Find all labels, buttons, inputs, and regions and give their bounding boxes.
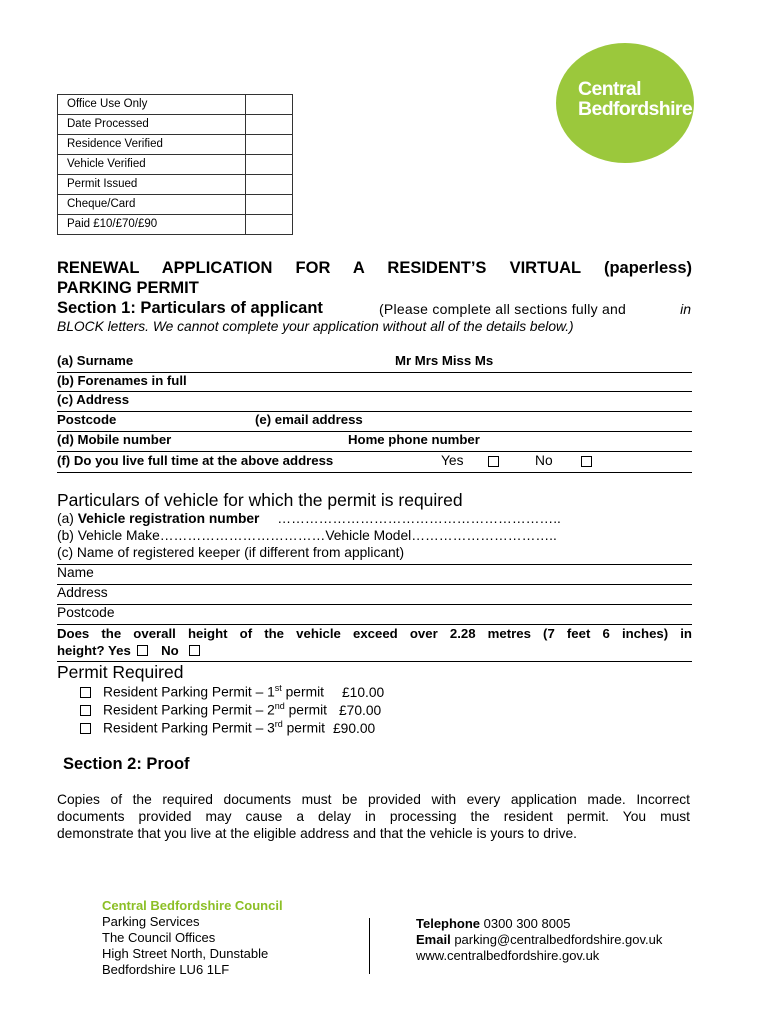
- office-row-label: Paid £10/£70/£90: [58, 215, 246, 235]
- permit-3-label: Resident Parking Permit – 3: [103, 720, 275, 736]
- form-title-line-2: PARKING PERMIT: [57, 279, 199, 297]
- permit-3-ordinal: rd: [274, 719, 283, 729]
- email-label-footer: Email: [416, 932, 451, 947]
- postcode-email-row[interactable]: [57, 411, 692, 432]
- permit-3-suffix: permit: [282, 720, 325, 736]
- vehicle-reg-line[interactable]: [57, 511, 561, 526]
- footer-website[interactable]: www.centralbedfordshire.gov.uk: [416, 948, 600, 963]
- office-row-value: [246, 95, 293, 115]
- height-no-checkbox[interactable]: [189, 645, 200, 656]
- yes-checkbox[interactable]: [488, 456, 499, 467]
- permit-1-price: £10.00: [341, 684, 385, 700]
- permit-2-checkbox[interactable]: [80, 705, 91, 716]
- permit-option-3[interactable]: [80, 719, 375, 736]
- permit-heading: Permit Required: [57, 662, 184, 682]
- office-row-label: Date Processed: [58, 115, 246, 135]
- footer-address-line: Bedfordshire LU6 1LF: [102, 962, 230, 977]
- vehicle-reg-dots: ……………………………………………………..: [277, 511, 561, 526]
- permit-2-price: £70.00: [338, 702, 382, 718]
- height-no-label: No: [161, 643, 179, 658]
- office-row-label: Vehicle Verified: [58, 155, 246, 175]
- permit-1-suffix: permit: [281, 684, 324, 700]
- permit-option-2[interactable]: [80, 701, 381, 718]
- forenames-label: (b) Forenames in full: [57, 373, 187, 388]
- footer-address-line: Parking Services: [102, 914, 200, 929]
- office-row-value: [246, 175, 293, 195]
- footer-address-block: [102, 898, 283, 978]
- office-row-label: Cheque/Card: [58, 195, 246, 215]
- address-label: (c) Address: [57, 392, 130, 407]
- logo-line-2: Bedfordshire: [578, 98, 693, 120]
- permit-2-ordinal: nd: [274, 701, 285, 711]
- keeper-postcode-label: Postcode: [57, 605, 115, 620]
- phone-row[interactable]: [57, 431, 692, 452]
- height-yes-checkbox[interactable]: [137, 645, 148, 656]
- full-time-row: [57, 452, 692, 473]
- office-row-value: [246, 135, 293, 155]
- surname-row[interactable]: [57, 352, 692, 373]
- telephone-label: Telephone: [416, 916, 481, 931]
- footer-address-line: High Street North, Dunstable: [102, 946, 269, 961]
- height-question-line-1: Does the overall height of the vehicle exceed over 2.28 metres (7 feet 6 inches) in: [57, 626, 692, 641]
- no-checkbox[interactable]: [581, 456, 592, 467]
- registered-keeper-line: (c) Name of registered keeper (if different from applicant): [57, 545, 692, 565]
- permit-2-suffix: permit: [284, 702, 327, 718]
- form-title-line-1: RENEWAL APPLICATION FOR A RESIDENT’S VIRTUAL (paperless): [57, 259, 692, 277]
- section-1-heading: Section 1: Particulars of applicant: [57, 299, 323, 317]
- full-time-label: (f) Do you live full time at the above address: [57, 453, 334, 468]
- permit-2-label: Resident Parking Permit – 2: [103, 702, 275, 718]
- section-2-line-1: Copies of the required documents must be provided with every application made. Incorrect: [57, 792, 690, 807]
- title-options: Mr Mrs Miss Ms: [395, 353, 494, 368]
- height-question: [57, 624, 692, 662]
- office-row-label: Permit Issued: [58, 175, 246, 195]
- address-row[interactable]: [57, 391, 692, 412]
- office-row-value: [246, 115, 293, 135]
- section-1-note-2: BLOCK letters. We cannot complete your application without all of the details below.): [57, 319, 574, 334]
- no-label: No: [535, 453, 553, 468]
- vehicle-reg-label: Vehicle registration number: [77, 511, 260, 526]
- keeper-address-row[interactable]: [57, 584, 692, 605]
- section-2-heading: Section 2: Proof: [63, 755, 190, 773]
- yes-label: Yes: [441, 453, 464, 468]
- permit-option-1[interactable]: [80, 683, 384, 700]
- telephone-number: 0300 300 8005: [483, 916, 571, 931]
- keeper-address-label: Address: [57, 585, 108, 600]
- footer-org-name: Central Bedfordshire Council: [102, 898, 283, 913]
- permit-1-ordinal: st: [274, 683, 282, 693]
- office-row-label: Residence Verified: [58, 135, 246, 155]
- section-1-note-in: in: [680, 301, 691, 317]
- section-1-note: (Please complete all sections fully and: [379, 301, 627, 317]
- mobile-label: (d) Mobile number: [57, 432, 172, 447]
- office-row-value: [246, 215, 293, 235]
- keeper-postcode-row[interactable]: [57, 604, 692, 625]
- office-row-value: [246, 195, 293, 215]
- office-row-value: [246, 155, 293, 175]
- email-label: (e) email address: [255, 412, 363, 427]
- home-phone-label: Home phone number: [348, 432, 480, 447]
- height-yes-label: height? Yes: [57, 643, 131, 658]
- vehicle-heading: Particulars of vehicle for which the permit is required: [57, 490, 463, 510]
- keeper-name-row[interactable]: [57, 564, 692, 585]
- keeper-name-label: Name: [57, 565, 94, 580]
- vehicle-make-model-line[interactable]: (b) Vehicle Make………………………………Vehicle Model…………………………..: [57, 528, 557, 543]
- section-2-text: [57, 791, 690, 842]
- section-2-line-3: demonstrate that you live at the eligible address and that the vehicle is yours to drive.: [57, 826, 577, 841]
- office-use-table: [57, 94, 293, 235]
- footer-email[interactable]: parking@centralbedfordshire.gov.uk: [454, 932, 663, 947]
- permit-3-price: £90.00: [332, 720, 376, 736]
- office-row-label: Office Use Only: [58, 95, 246, 115]
- logo-line-1: Central: [578, 78, 641, 100]
- footer-divider: [369, 918, 370, 974]
- footer-address-line: The Council Offices: [102, 930, 216, 945]
- forenames-row[interactable]: [57, 372, 692, 392]
- permit-1-checkbox[interactable]: [80, 687, 91, 698]
- permit-3-checkbox[interactable]: [80, 723, 91, 734]
- surname-label: (a) Surname: [57, 353, 134, 368]
- vehicle-reg-prefix: (a): [57, 511, 74, 526]
- section-2-line-2: documents provided may cause a delay in processing the resident permit. You must: [57, 809, 690, 824]
- postcode-label: Postcode: [57, 412, 117, 427]
- section-1-heading-row: [57, 299, 692, 319]
- central-bedfordshire-logo: [556, 43, 694, 163]
- footer-contact-block: [416, 916, 662, 964]
- permit-1-label: Resident Parking Permit – 1: [103, 684, 275, 700]
